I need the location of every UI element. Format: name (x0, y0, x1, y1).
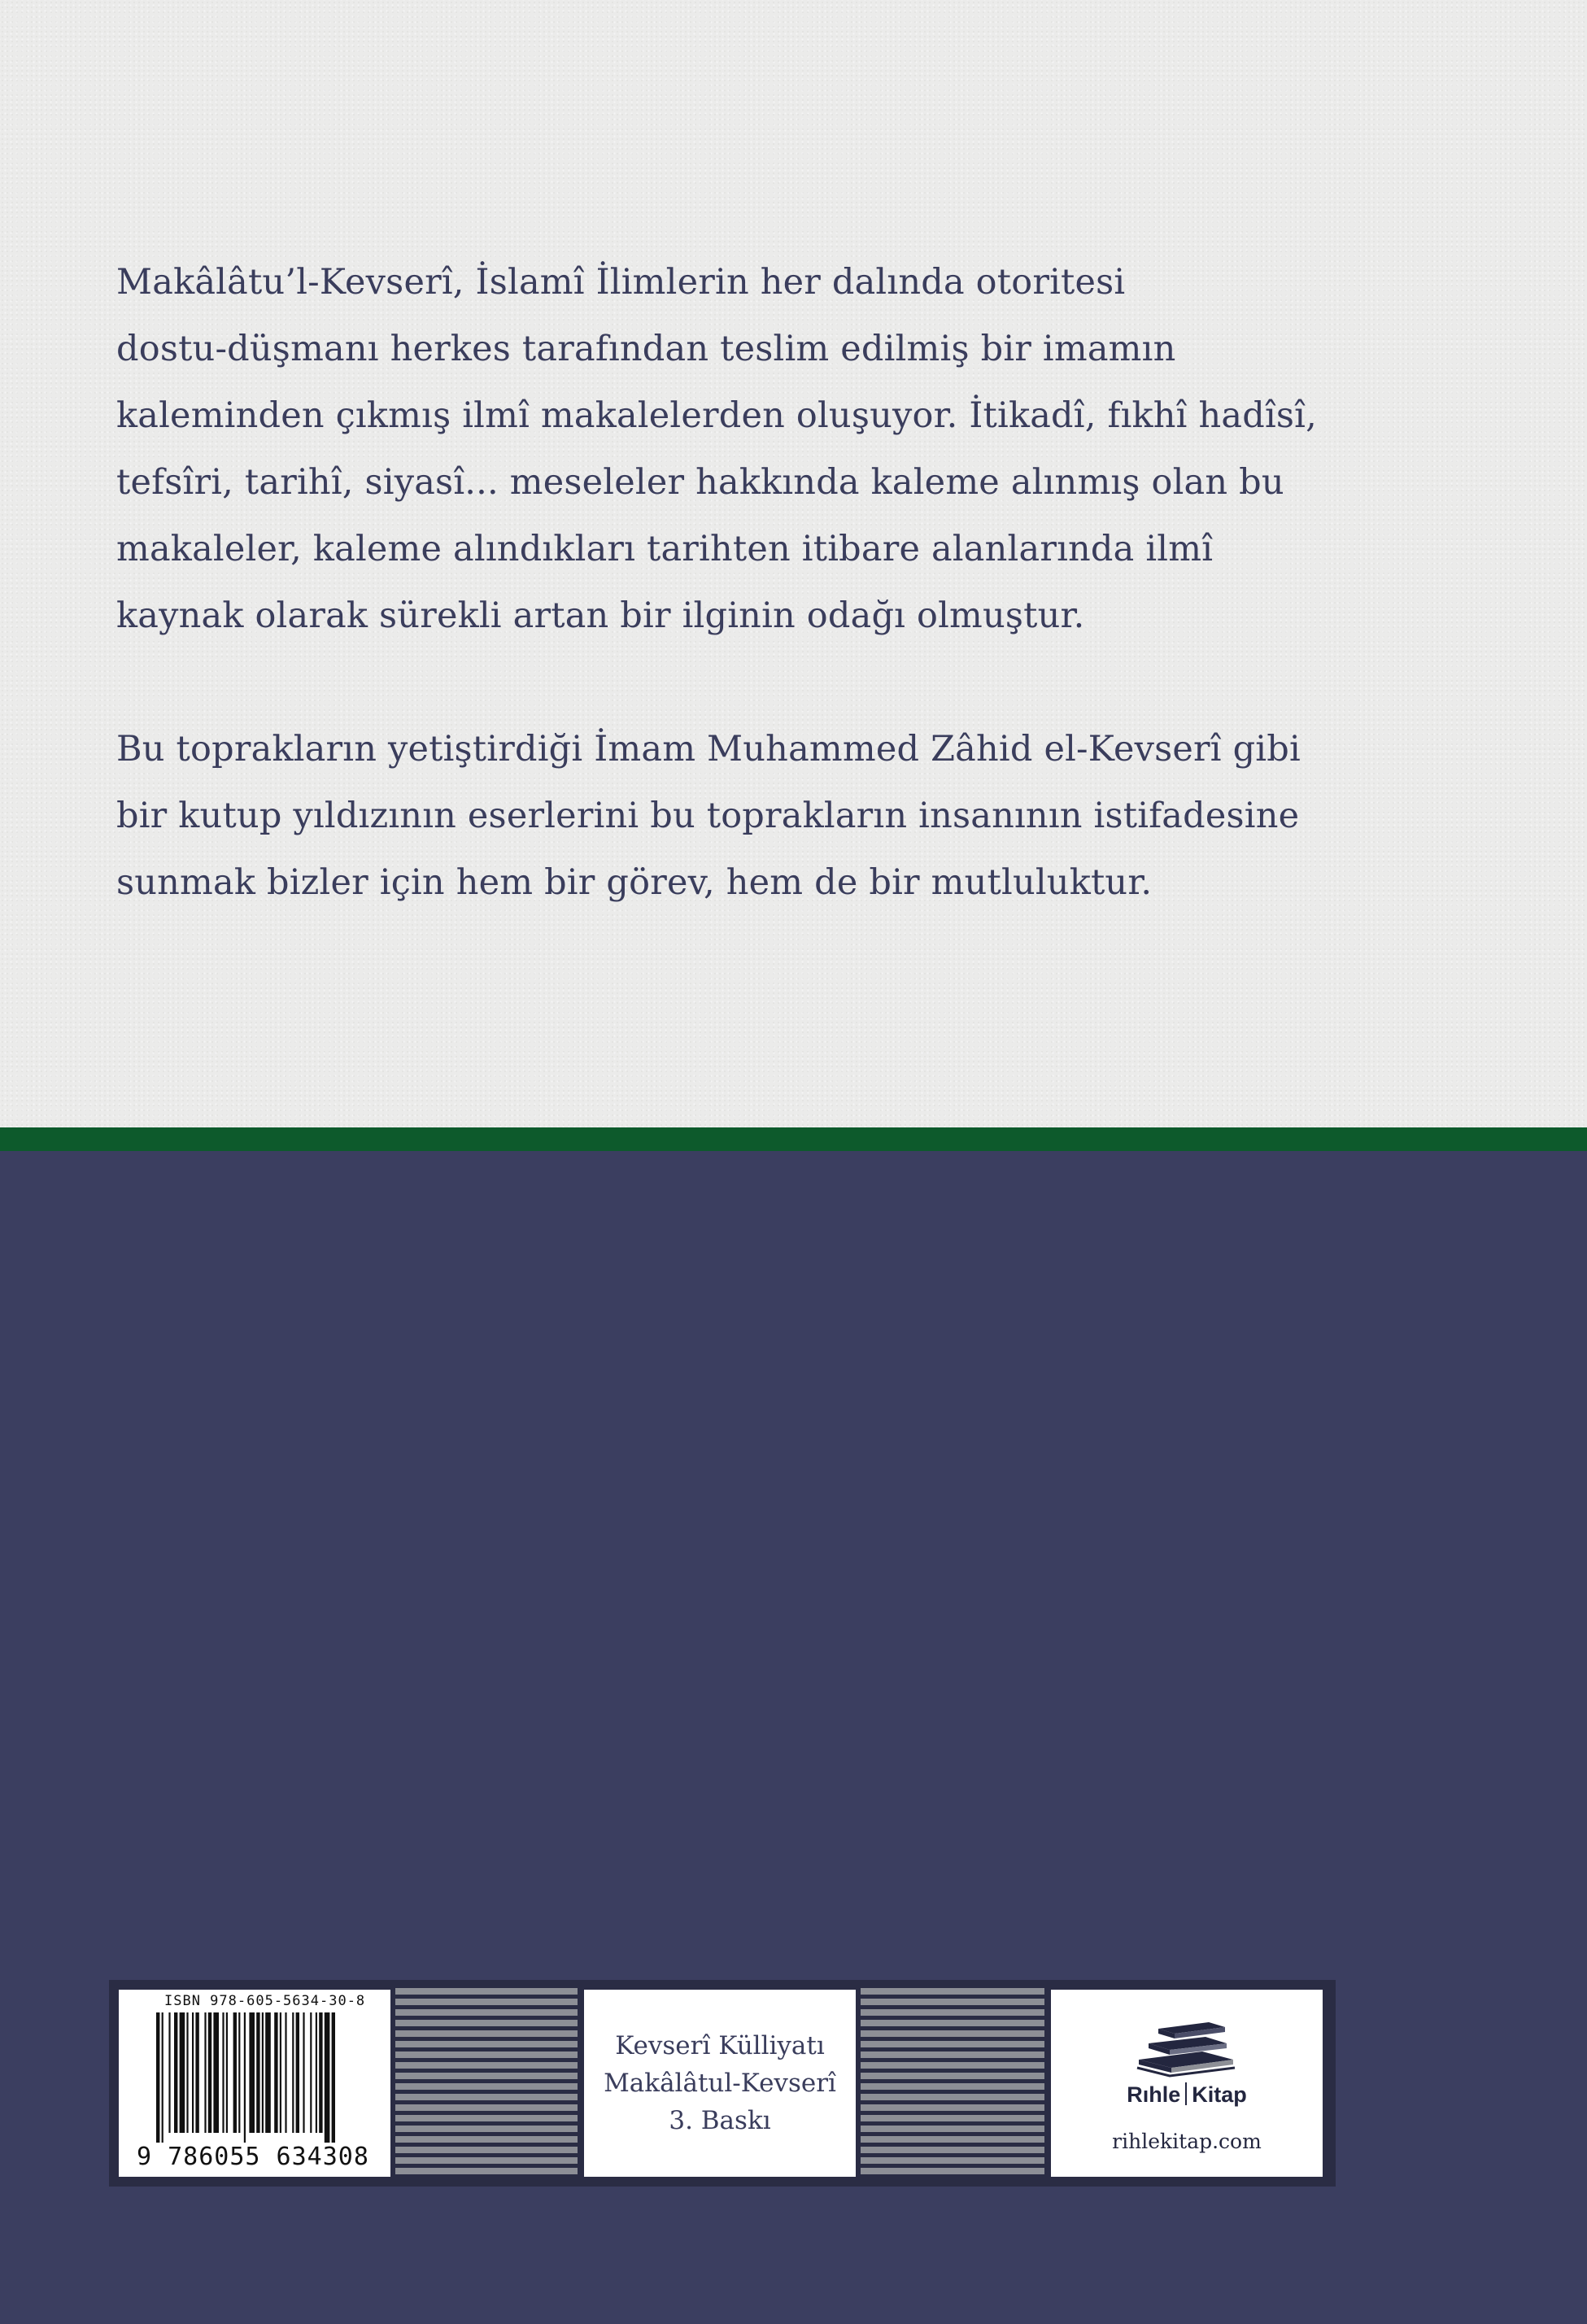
decorative-stripes-right (861, 1988, 1044, 2178)
publisher-website: rihlekitap.com (1112, 2130, 1262, 2153)
stacked-books-icon (1134, 2021, 1240, 2082)
blurb-paragraph-1: Makâlâtu’l-Kevserî, İslamî İlimlerin her dalında otoritesi dostu-düşmanı herkes tarafından teslim edilmiş bir imamın kaleminden çıkmış ilmî makalelerden oluşuyor. İtikadî, fıkhî hadîsî, tefsîri, tarihî, siyasî... meseleler hakkında kaleme alınmış olan bu makaleler, kaleme alındıkları tarihten itibare alanlarında ilmî kaynak olarak sürekli artan bir ilginin odağı olmuştur. (116, 262, 1317, 636)
barcode-digits: 9 786055 634308 (137, 2143, 369, 2171)
series-name: Kevserî Külliyatı (615, 2031, 825, 2060)
decorative-stripes-left (395, 1988, 578, 2178)
edition: 3. Baskı (669, 2106, 771, 2135)
series-box (584, 1990, 856, 2177)
imprint-strip (109, 1980, 1336, 2187)
blurb-paragraph-2: Bu toprakların yetiştirdiği İmam Muhammed Zâhid el-Kevserî gibi bir kutup yıldızının eserlerini bu toprakların insanının istifadesine sunmak bizler için hem bir görev, hem de bir mutluluktur. (116, 729, 1301, 903)
barcode-box (119, 1990, 390, 2177)
blurb-panel (0, 0, 1587, 1127)
publisher-name: Rıhle Kitap (1127, 2082, 1247, 2107)
publisher-box (1051, 1990, 1323, 2177)
blurb-text (116, 249, 1385, 916)
barcode-icon (156, 2012, 374, 2143)
isbn-label: ISBN 978-605-5634-30-8 (164, 1993, 366, 2009)
green-divider (0, 1127, 1587, 1151)
book-title: Makâlâtul-Kevserî (604, 2069, 836, 2098)
